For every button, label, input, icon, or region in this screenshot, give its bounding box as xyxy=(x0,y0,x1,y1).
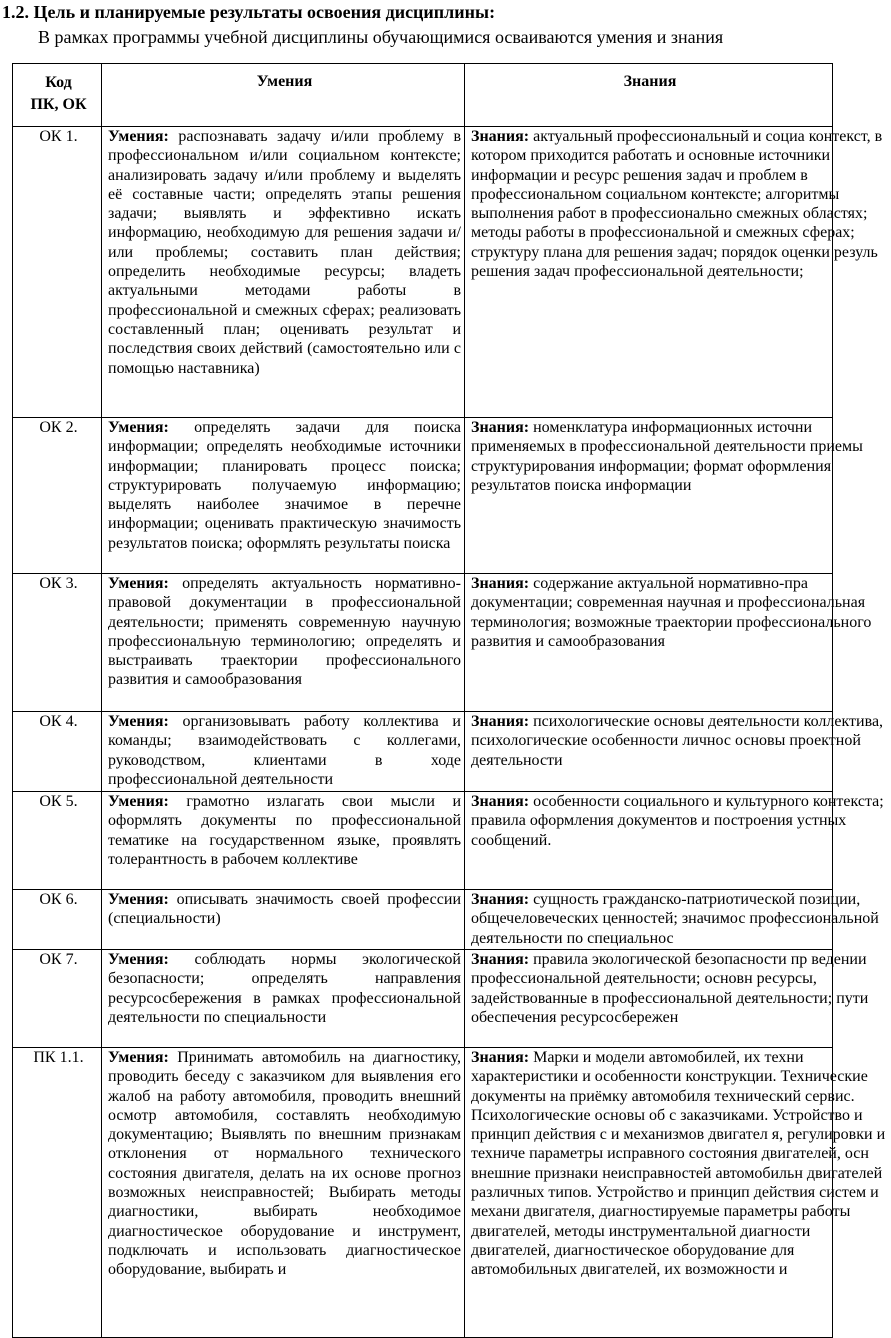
header-code-line2: ПК, ОК xyxy=(30,96,87,113)
row-knowledge xyxy=(465,950,869,1048)
section-heading: 1.2. Цель и планируемые результаты освоения дисциплины: xyxy=(2,2,496,22)
row-skills xyxy=(102,712,465,792)
knowledge-label: Знания: xyxy=(471,128,530,145)
header-code xyxy=(13,64,102,127)
table-row xyxy=(13,127,833,418)
knowledge-text: содержание актуальной нормативно-пра документации; современная научная и профессиональная терминология; возможные траектории профессионального развития и самообразования xyxy=(471,575,872,650)
skills-text: определять задачи для поиска информации; определять необходимые источники информации; планировать процесс поиска; структурировать получаемую информацию; выделять наиболее значимое в перечне информации; оценивать практическую значимость результатов поиска; оформлять результаты поиска xyxy=(108,419,462,552)
skills-label: Умения: xyxy=(108,419,169,436)
row-skills xyxy=(102,418,465,574)
knowledge-text: психологические основы деятельности коллектива, психологические особенности личнос основы проектной деятельности xyxy=(471,713,884,769)
knowledge-text: Марки и модели автомобилей, их техни характеристики и особенности конструкции. Технические документы на приёмку автомобиля технический сервис. Психологические основы об с заказчиками. Устройство и принцип действия с и механизмов двигател я, регулировки и техниче параметры исправного состояния двигателей, осн внешние признаки неисправностей автомобильн двигателей различных типов. Устройство и принцип действия систем и механи двигателя, диагностируемые параметры работы двигателей, методы инструментальной диагности двигателей, диагностическое оборудование для автомобильных двигателей, их возможности и xyxy=(471,1049,886,1279)
skills-label: Умения: xyxy=(108,793,169,810)
row-code: ПК 1.1. xyxy=(13,1048,102,1338)
row-knowledge xyxy=(465,890,879,950)
knowledge-text: сущность гражданско-патриотической позиции, общечеловеческих ценностей; значимос профессиональной деятельности по специальнос xyxy=(471,891,879,947)
knowledge-label: Знания: xyxy=(471,1049,530,1066)
skills-text: грамотно излагать свои мысли и оформлять документы по профессиональной тематике на государственном языке, проявлять толерантность в рабочем коллективе xyxy=(108,793,462,868)
row-code: ОК 6. xyxy=(13,890,102,950)
table-row xyxy=(13,712,833,792)
row-knowledge xyxy=(465,712,884,792)
row-code: ОК 5. xyxy=(13,792,102,890)
row-code: ОК 2. xyxy=(13,418,102,574)
row-knowledge xyxy=(465,127,883,418)
row-code: ОК 7. xyxy=(13,950,102,1048)
row-code: ОК 4. xyxy=(13,712,102,792)
knowledge-text: номенклатура информационных источни применяемых в профессиональной деятельности приемы структурирования информации; формат оформления результатов поиска информации xyxy=(471,419,863,494)
row-skills xyxy=(102,890,465,950)
header-code-line1: Код xyxy=(45,74,72,91)
knowledge-label: Знания: xyxy=(471,713,530,730)
row-skills xyxy=(102,950,465,1048)
knowledge-label: Знания: xyxy=(471,891,530,908)
table-row xyxy=(13,418,833,574)
knowledge-text: актуальный профессиональный и социа контекст, в котором приходится работать и основные источники информации и ресурс решения задач и проблем в профессиональном социальном контексте; алгоритмы выполнения работ в профессионально смежных областях; методы работы в профессиональной и смежных сферах; структуру плана для решения задач; порядок оценки резуль решения задач профессиональной деятельности; xyxy=(471,128,883,281)
skills-label: Умения: xyxy=(108,128,169,145)
table-header-row xyxy=(13,64,833,127)
row-skills xyxy=(102,792,465,890)
row-code: ОК 1. xyxy=(13,127,102,418)
competencies-table xyxy=(12,63,886,1338)
skills-text: определять актуальность нормативно-правовой документации в профессиональной деятельности; применять современную научную профессиональную терминологию; определять и выстраивать траектории профессионального развития и самообразования xyxy=(108,575,462,689)
skills-text: распознавать задачу и/или проблему в профессиональном и/или социальном контексте; анализировать задачу и/или проблему и выделять её составные части; определять этапы решения задачи; выявлять и эффективно искать информацию, необходимую для решения задачи и/или проблемы; составить план действия; определить необходимые ресурсы; владеть актуальными методами работы в профессиональной и смежных сферах; реализовать составленный план; оценивать результат и последствия своих действий (самостоятельно или с помощью наставника) xyxy=(108,128,461,377)
row-knowledge xyxy=(465,418,863,574)
knowledge-label: Знания: xyxy=(471,575,530,592)
table-row xyxy=(13,1048,833,1338)
table-row xyxy=(13,792,833,890)
intro-text: В рамках программы учебной дисциплины обучающимися осваиваются умения и знания xyxy=(38,27,724,47)
knowledge-label: Знания: xyxy=(471,793,530,810)
row-code: ОК 3. xyxy=(13,574,102,712)
row-knowledge xyxy=(465,574,872,712)
table-row xyxy=(13,890,833,950)
row-knowledge xyxy=(465,792,884,890)
table-row xyxy=(13,574,833,712)
skills-label: Умения: xyxy=(108,575,169,592)
table-row xyxy=(13,950,833,1048)
row-skills xyxy=(102,1048,465,1338)
skills-label: Умения: xyxy=(108,951,169,968)
skills-label: Умения: xyxy=(108,713,169,730)
row-knowledge xyxy=(465,1048,886,1338)
knowledge-label: Знания: xyxy=(471,951,530,968)
row-skills xyxy=(102,127,465,418)
skills-text: соблюдать нормы экологической безопасности; определять направления ресурсосбережения в рамках профессиональной деятельности по специальности xyxy=(108,951,461,1026)
skills-text: описывать значимость своей профессии (специальности) xyxy=(108,891,461,928)
knowledge-label: Знания: xyxy=(471,419,530,436)
knowledge-text: правила экологической безопасности пр ведении профессиональной деятельности; основн ресурсы, задействованные в профессиональной деятельности; пути обеспечения ресурсосбережен xyxy=(471,951,869,1026)
skills-text: Принимать автомобиль на диагностику, проводить беседу с заказчиком для выявления его жалоб на работу автомобиля, проводить внешний осмотр автомобиля, составлять необходимую документацию; Выявлять по внешним признакам отклонения от нормального технического состояния двигателя, делать на их основе прогноз возможных неисправностей; Выбирать методы диагностики, выбирать необходимое диагностическое оборудование и инструмент, подключать и использовать диагностическое оборудование, выбирать и xyxy=(108,1049,462,1279)
skills-label: Умения: xyxy=(108,1049,169,1066)
skills-label: Умения: xyxy=(108,891,169,908)
knowledge-text: особенности социального и культурного контекста; правила оформления документов и построения устных сообщений. xyxy=(471,793,884,849)
header-knowledge: Знания xyxy=(465,64,833,127)
row-skills xyxy=(102,574,465,712)
skills-text: организовывать работу коллектива и команды; взаимодействовать с коллегами, руководством, клиентами в ходе профессиональной деятельности xyxy=(108,713,461,788)
header-skills: Умения xyxy=(102,64,465,127)
